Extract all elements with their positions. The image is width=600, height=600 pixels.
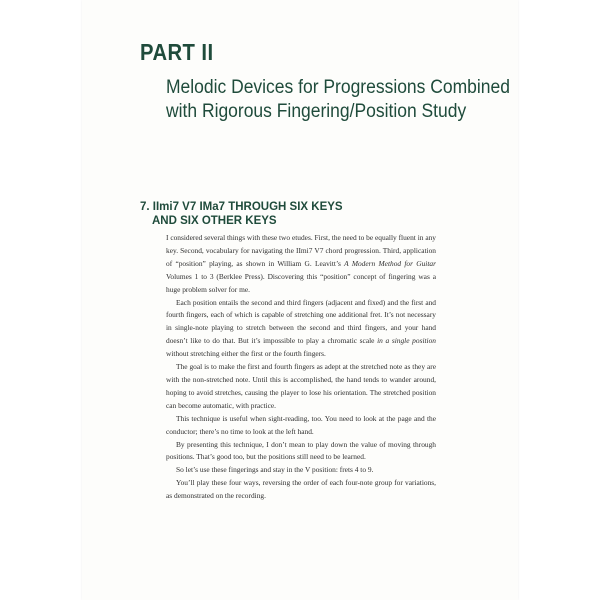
part-subtitle-line-2: with Rigorous Fingering/Position Study — [166, 101, 467, 122]
part-subtitle-line-1: Melodic Devices for Progressions Combined — [166, 77, 510, 98]
paragraph-4: This technique is useful when sight-reading, too. You need to look at the page and the conductor; there’s no time to look at the left hand. — [166, 413, 436, 436]
paragraph-7: You’ll play these four ways, reversing the order of each four-note group for variations, as demonstrated on the recording. — [166, 478, 436, 501]
part-label: PART II — [140, 39, 214, 65]
paragraph-3: The goal is to make the first and fourth fingers as adept at the stretched note as they are with the non-stretched note. Until this is accomplished, the hand tends to wander around, hoping to avoid stretches, causing the player to lose his orientation. The stretched position can become automatic, with practice. — [166, 362, 436, 410]
paragraph-1 — [166, 232, 436, 297]
emphasis-italic: in a single position — [377, 336, 436, 346]
part-subtitle — [166, 76, 510, 124]
body-text — [166, 232, 436, 503]
paragraph-2 — [166, 297, 436, 362]
section-heading — [140, 200, 343, 228]
book-title-italic: A Modern Method for Guitar — [344, 258, 436, 268]
paragraph-2-text-a: Each position entails the second and third fingers (adjacent and fixed) and the first and fourth fingers, each of which is capable of stretching one additional fret. It’s not necessary in single-note playing to stretch between the second and third fingers, and your hand doesn’t like to do that. But it’s impossible to play a chromatic scale — [166, 297, 436, 346]
paragraph-1-text-b: Volumes 1 to 3 (Berklee Press). Discovering this “position” concept of fingering was a huge problem solver for me. — [166, 271, 436, 294]
section-heading-line-2: AND SIX OTHER KEYS — [152, 215, 277, 227]
paragraph-2-text-b: without stretching either the first or the fourth fingers. — [166, 349, 326, 359]
paragraph-6: So let’s use these fingerings and stay in the V position: frets 4 to 9. — [176, 465, 374, 475]
paragraph-5: By presenting this technique, I don’t mean to play down the value of moving through positions. That’s good too, but the positions still need to be learned. — [166, 439, 436, 462]
section-heading-line-1: 7. IImi7 V7 IMa7 THROUGH SIX KEYS — [140, 201, 343, 213]
paragraph-1-text-a: I considered several things with these two etudes. First, the need to be equally fluent in any key. Second, vocabulary for navigating the IImi7 V7 chord progression. Third, application of “position” playing, as shown in William G. Leavitt’s — [166, 233, 436, 268]
